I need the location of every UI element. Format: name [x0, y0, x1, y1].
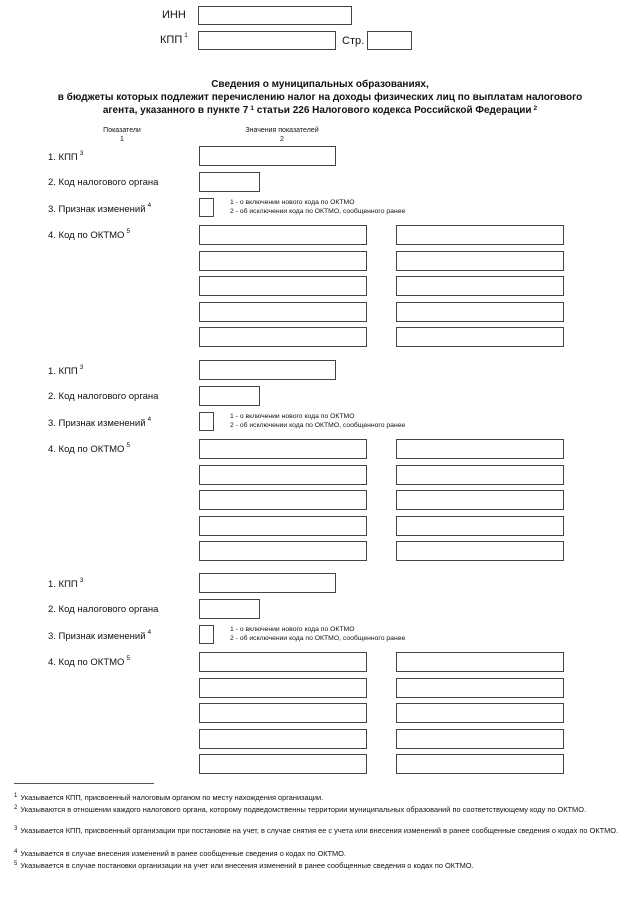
title-line3-part1: агента, указанного в пункте 7 — [102, 105, 249, 116]
kpp-input[interactable] — [199, 360, 336, 380]
title-footnote-ref-2: 2 — [533, 105, 538, 112]
footnote-4-num: 4 — [14, 849, 18, 855]
oktmo-input[interactable] — [396, 541, 564, 561]
oktmo-label-text: 4. Код по ОКТМО — [48, 444, 125, 455]
oktmo-label — [48, 657, 130, 668]
tax-authority-input[interactable] — [199, 172, 260, 192]
change-sign-footnote-ref: 4 — [147, 202, 152, 209]
form-title-line1: Сведения о муниципальных образованиях, — [211, 79, 429, 90]
tax-authority-input[interactable] — [199, 386, 260, 406]
footnote-4 — [14, 849, 626, 859]
oktmo-footnote-ref: 5 — [126, 655, 131, 662]
inn-label: ИНН — [162, 9, 186, 21]
kpp-row-label — [48, 366, 83, 377]
change-sign-note-1: 1 - о включении нового кода по ОКТМО — [230, 199, 355, 206]
column-header-indicators-name: Показатели — [103, 127, 141, 134]
oktmo-input[interactable] — [396, 490, 564, 510]
oktmo-input[interactable] — [199, 652, 367, 672]
column-header-indicators — [92, 126, 152, 144]
change-sign-footnote-ref: 4 — [147, 629, 152, 636]
tax-authority-label: 2. Код налогового органа — [48, 391, 159, 402]
kpp-input[interactable] — [199, 573, 336, 593]
oktmo-input[interactable] — [396, 652, 564, 672]
oktmo-input[interactable] — [199, 276, 367, 296]
oktmo-input[interactable] — [199, 251, 367, 271]
kpp-footnote-ref: 1 — [184, 32, 188, 39]
change-sign-label-text: 3. Признак изменений — [48, 631, 146, 642]
kpp-label-text: КПП — [160, 34, 183, 46]
kpp-row-label — [48, 579, 83, 590]
kpp-row-label-text: 1. КПП — [48, 579, 78, 590]
kpp-row-label-text: 1. КПП — [48, 366, 78, 377]
oktmo-label — [48, 230, 130, 241]
footnote-3-num: 3 — [14, 826, 18, 832]
inn-field[interactable] — [198, 6, 352, 25]
change-sign-label — [48, 204, 151, 215]
oktmo-input[interactable] — [199, 541, 367, 561]
footnote-5-num: 5 — [14, 861, 18, 867]
tax-authority-input[interactable] — [199, 599, 260, 619]
footnote-2 — [14, 805, 626, 815]
change-sign-note-1: 1 - о включении нового кода по ОКТМО — [230, 413, 355, 420]
form-title-line3 — [0, 104, 640, 117]
oktmo-input[interactable] — [396, 251, 564, 271]
kpp-row-footnote-ref: 3 — [79, 150, 84, 157]
oktmo-input[interactable] — [396, 439, 564, 459]
kpp-label — [160, 34, 188, 46]
kpp-row-footnote-ref: 3 — [79, 364, 84, 371]
page-label: Стр. — [342, 35, 365, 47]
change-sign-input[interactable] — [199, 198, 214, 217]
oktmo-input[interactable] — [199, 302, 367, 322]
change-sign-input[interactable] — [199, 412, 214, 431]
change-sign-note-2: 2 - об исключении кода по ОКТМО, сообщенного ранее — [230, 422, 406, 429]
change-sign-input[interactable] — [199, 625, 214, 644]
footnote-3 — [14, 826, 626, 836]
column-header-values-num: 2 — [280, 136, 284, 143]
oktmo-input[interactable] — [396, 327, 564, 347]
page-number-field[interactable] — [367, 31, 412, 50]
footnote-1-text: Указывается КПП, присвоенный налоговым органом по месту нахождения организации. — [20, 793, 324, 802]
oktmo-input[interactable] — [396, 729, 564, 749]
title-footnote-ref-1: 1 — [250, 105, 254, 112]
kpp-row-footnote-ref: 3 — [79, 577, 84, 584]
oktmo-input[interactable] — [396, 754, 564, 774]
oktmo-input[interactable] — [199, 516, 367, 536]
footnote-divider — [14, 783, 154, 784]
oktmo-input[interactable] — [199, 729, 367, 749]
oktmo-input[interactable] — [199, 465, 367, 485]
tax-authority-label: 2. Код налогового органа — [48, 177, 159, 188]
oktmo-input[interactable] — [396, 276, 564, 296]
kpp-field[interactable] — [198, 31, 336, 50]
footnote-2-text: Указываются в отношении каждого налогового органа, которому подведомственны территории муниципальных образований по соответствующему коду по ОКТМО. — [20, 805, 587, 814]
oktmo-input[interactable] — [396, 302, 564, 322]
oktmo-label — [48, 444, 130, 455]
oktmo-input[interactable] — [199, 754, 367, 774]
kpp-row-label-text: 1. КПП — [48, 152, 78, 163]
oktmo-label-text: 4. Код по ОКТМО — [48, 657, 125, 668]
footnote-4-text: Указывается в случае внесения изменений в ранее сообщенные сведения о кодах по ОКТМО. — [20, 849, 346, 858]
oktmo-footnote-ref: 5 — [126, 442, 131, 449]
footnote-5 — [14, 861, 626, 871]
change-sign-note-1: 1 - о включении нового кода по ОКТМО — [230, 626, 355, 633]
kpp-row-label — [48, 152, 83, 163]
change-sign-label-text: 3. Признак изменений — [48, 418, 146, 429]
oktmo-input[interactable] — [396, 465, 564, 485]
footnote-1 — [14, 793, 626, 803]
oktmo-input[interactable] — [396, 225, 564, 245]
oktmo-input[interactable] — [396, 703, 564, 723]
change-sign-label-text: 3. Признак изменений — [48, 204, 146, 215]
oktmo-input[interactable] — [396, 516, 564, 536]
oktmo-input[interactable] — [199, 703, 367, 723]
oktmo-input[interactable] — [199, 490, 367, 510]
column-header-indicators-num: 1 — [120, 136, 124, 143]
footnote-2-num: 2 — [14, 805, 18, 811]
footnote-5-text: Указывается в случае постановки организации на учет или внесения изменений в ранее сообщенные сведения о кодах по ОКТМО. — [20, 861, 474, 870]
oktmo-input[interactable] — [199, 327, 367, 347]
oktmo-footnote-ref: 5 — [126, 228, 131, 235]
change-sign-note-2: 2 - об исключении кода по ОКТМО, сообщенного ранее — [230, 635, 406, 642]
change-sign-label — [48, 418, 151, 429]
oktmo-input[interactable] — [199, 225, 367, 245]
oktmo-input[interactable] — [396, 678, 564, 698]
tax-authority-label: 2. Код налогового органа — [48, 604, 159, 615]
oktmo-input[interactable] — [199, 678, 367, 698]
kpp-input[interactable] — [199, 146, 336, 166]
oktmo-input[interactable] — [199, 439, 367, 459]
footnote-1-num: 1 — [14, 793, 18, 799]
change-sign-label — [48, 631, 151, 642]
form-title-line2: в бюджеты которых подлежит перечислению налог на доходы физических лиц по выплатам налогового — [57, 92, 583, 103]
title-line3-part2: статьи 226 Налогового кодекса Российской Федерации — [256, 105, 532, 116]
change-sign-note-2: 2 - об исключении кода по ОКТМО, сообщенного ранее — [230, 208, 406, 215]
oktmo-label-text: 4. Код по ОКТМО — [48, 230, 125, 241]
footnote-3-text: Указывается КПП, присвоенный организации при постановке на учет, в случае снятия ее с учета или внесения изменений в ранее сообщенные сведения о кодах по ОКТМО. — [20, 826, 619, 835]
column-header-values-name: Значения показателей — [245, 127, 319, 134]
column-header-values — [232, 126, 332, 144]
change-sign-footnote-ref: 4 — [147, 416, 152, 423]
